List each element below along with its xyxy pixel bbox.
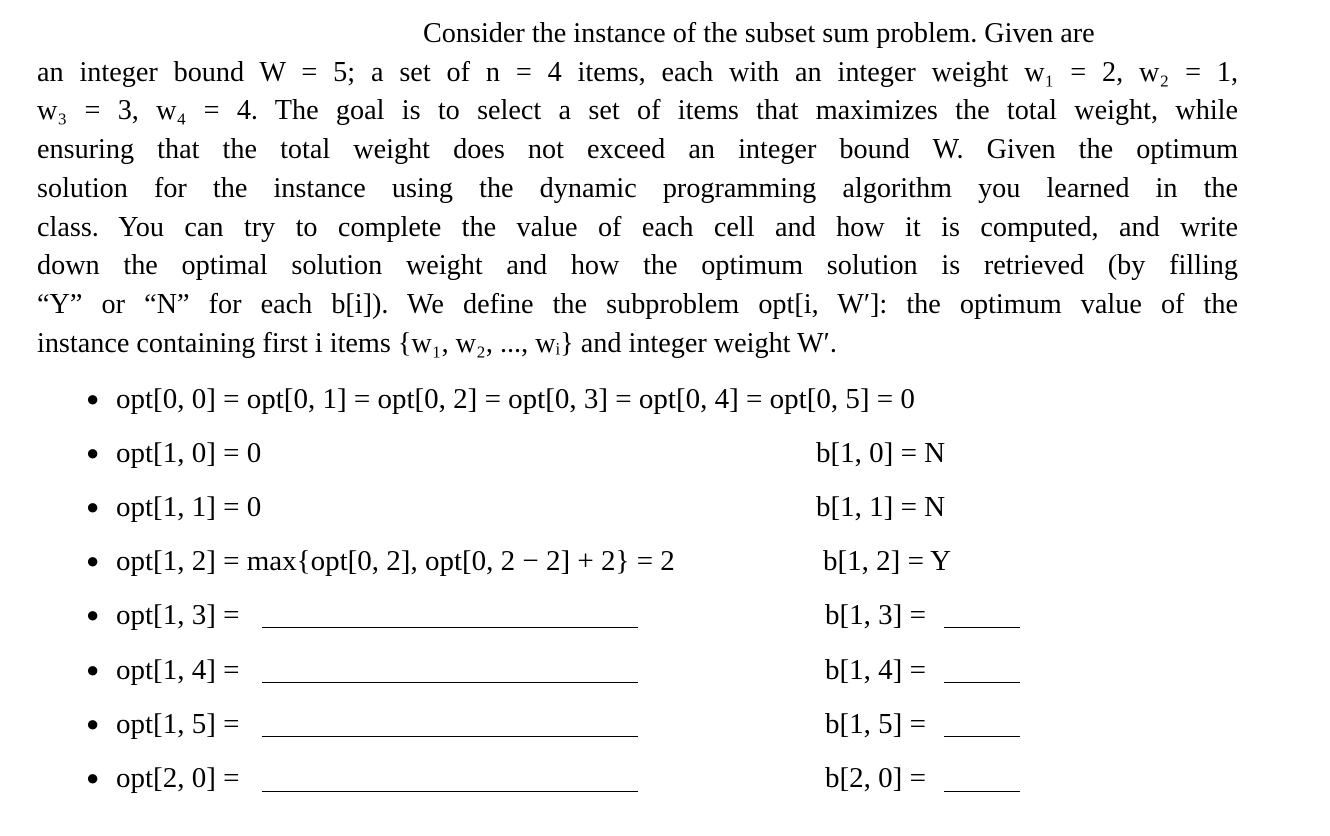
b-expression: b[1, 4] = [825, 654, 926, 686]
bullet-icon: ● [86, 602, 100, 627]
list-item [0, 433, 1330, 473]
opt-expression: opt[1, 0] = 0 [116, 437, 262, 469]
b-expression: b[1, 3] = [825, 599, 926, 631]
bullet-icon: ● [86, 440, 100, 465]
b-answer-blank[interactable] [944, 736, 1020, 737]
opt-expression: opt[1, 3] = [116, 599, 240, 631]
problem-statement [37, 15, 1238, 363]
bullet-icon: ● [86, 711, 100, 736]
list-item [0, 379, 1330, 419]
bullet-icon: ● [86, 386, 100, 411]
problem-line: class. You can try to complete the value of each cell and how it is computed, and write [37, 211, 1238, 243]
b-expression: b[1, 1] = N [816, 491, 946, 523]
b-answer-blank[interactable] [944, 791, 1020, 792]
b-answer-blank[interactable] [944, 682, 1020, 683]
opt-answer-blank[interactable] [262, 627, 638, 628]
opt-expression: opt[2, 0] = [116, 762, 240, 794]
opt-answer-blank[interactable] [262, 682, 638, 683]
b-expression: b[1, 5] = [825, 708, 926, 740]
bullet-icon: ● [86, 548, 100, 573]
opt-expression: opt[1, 5] = [116, 708, 240, 740]
bullet-icon: ● [86, 494, 100, 519]
b-expression: b[1, 0] = N [816, 437, 946, 469]
list-item [0, 758, 1330, 798]
list-item [0, 487, 1330, 527]
bullet-icon: ● [86, 765, 100, 790]
problem-line: Consider the instance of the subset sum problem. Given are [423, 18, 1095, 49]
b-expression: b[2, 0] = [825, 762, 926, 794]
problem-line: ensuring that the total weight does not exceed an integer bound W. Given the optimum [37, 134, 1238, 166]
b-answer-blank[interactable] [944, 627, 1020, 628]
problem-line: instance containing first i items {w₁, w₂, ..., wᵢ} and integer weight W′. [37, 327, 837, 359]
list-item [0, 704, 1330, 744]
opt-expression: opt[1, 2] = max{opt[0, 2], opt[0, 2 − 2] + 2} = 2 [116, 545, 675, 577]
problem-line: w₃ = 3, w₄ = 4. The goal is to select a set of items that maximizes the total weight, while [37, 95, 1238, 127]
problem-line: an integer bound W = 5; a set of n = 4 items, each with an integer weight w₁ = 2, w₂ = 1, [37, 56, 1238, 88]
list-item [0, 650, 1330, 690]
problem-line: “Y” or “N” for each b[i]). We define the subproblem opt[i, W′]: the optimum value of the [37, 288, 1238, 320]
problem-line: solution for the instance using the dynamic programming algorithm you learned in the [37, 172, 1238, 204]
opt-answer-blank[interactable] [262, 736, 638, 737]
opt-expression: opt[0, 0] = opt[0, 1] = opt[0, 2] = opt[0, 3] = opt[0, 4] = opt[0, 5] = 0 [116, 383, 915, 415]
opt-answer-blank[interactable] [262, 791, 638, 792]
problem-line: down the optimal solution weight and how the optimum solution is retrieved (by filling [37, 250, 1238, 282]
bullet-icon: ● [86, 657, 100, 682]
opt-expression: opt[1, 1] = 0 [116, 491, 262, 523]
b-expression: b[1, 2] = Y [823, 545, 952, 577]
list-item [0, 541, 1330, 581]
list-item [0, 595, 1330, 635]
opt-expression: opt[1, 4] = [116, 654, 240, 686]
